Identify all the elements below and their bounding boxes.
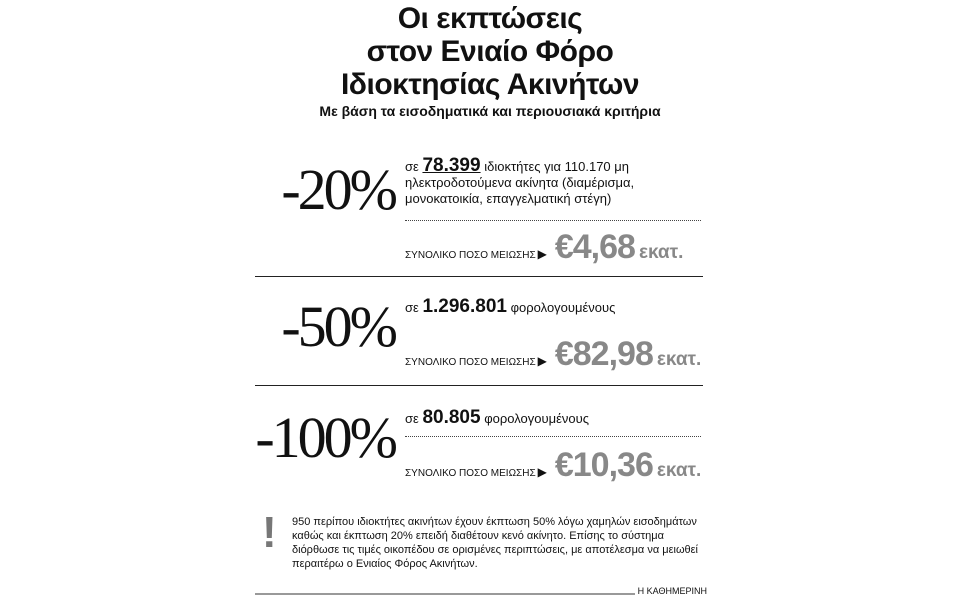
total-amount: €10,36 [554,446,653,484]
total-reduction [405,335,705,374]
desc-prefix: σε [405,300,419,315]
footer-divider [255,593,635,595]
desc-text: φορολογουμένους [510,300,616,315]
publisher-credit: Η ΚΑΘΗΜΕΡΙΝΗ [637,586,707,596]
discount-percent: -20% [281,157,395,222]
discount-description [405,296,705,317]
title-line-1: Οι εκπτώσεις [397,2,583,35]
arrow-right-icon: ▶ [537,354,547,368]
arrow-right-icon: ▶ [537,465,547,479]
discount-percent: -100% [255,405,395,470]
footnote-text: 950 περίπου ιδιοκτήτες ακινήτων έχουν έκπτωση 50% λόγω χαμηλών εισοδημάτων καθώς και έκπτωση 20% επειδή διαθέτουν κενό ακίνητο. Επίσης το σύστημα διόρθωσε τις τιμές οικοπέδου σε ορισμένες περιπτώσεις, με αποτέλεσμα να μειωθεί περαιτέρω ο Ενιαίος Φόρος Ακινήτων. [292,516,699,570]
discount-description [405,407,705,428]
dotted-divider [405,220,701,221]
discount-description [405,155,705,207]
discount-section-20 [255,150,703,277]
desc-prefix: σε [405,411,419,426]
desc-text: φορολογουμένους [484,411,590,426]
total-reduction [405,446,705,485]
discount-section-100 [255,386,703,498]
arrow-right-icon: ▶ [537,247,547,261]
total-label: ΣΥΝΟΛΙΚΟ ΠΟΣΟ ΜΕΙΩΣΗΣ [405,250,536,261]
total-label: ΣΥΝΟΛΙΚΟ ΠΟΣΟ ΜΕΙΩΣΗΣ [405,357,536,368]
total-amount: €82,98 [554,335,653,373]
taxpayer-count: 80.805 [422,407,481,428]
infographic-title [240,2,740,101]
title-line-3: Ιδιοκτησίας Ακινήτων [340,68,640,101]
total-reduction [405,228,705,267]
desc-text: ιδιοκτήτες για 110.170 μη ηλεκτροδοτούμενα ακίνητα (διαμέρισμα, μονοκατοικία, επαγγελματική στέγη) [405,159,635,206]
desc-prefix: σε [405,159,419,174]
infographic-subtitle: Με βάση τα εισοδηματικά και περιουσιακά κριτήρια [319,103,661,119]
total-unit: εκατ. [656,349,702,370]
total-unit: εκατ. [656,460,702,481]
total-unit: εκατ. [638,242,684,263]
owner-count: 78.399 [422,155,481,176]
taxpayer-count: 1.296.801 [422,296,507,317]
total-label: ΣΥΝΟΛΙΚΟ ΠΟΣΟ ΜΕΙΩΣΗΣ [405,468,536,479]
total-amount: €4,68 [554,228,635,266]
discount-percent: -50% [281,294,395,359]
dotted-divider [405,436,701,437]
discount-section-50 [255,277,703,386]
exclamation-icon: ! [262,508,277,557]
title-line-2: στον Ενιαίο Φόρο [366,35,614,68]
